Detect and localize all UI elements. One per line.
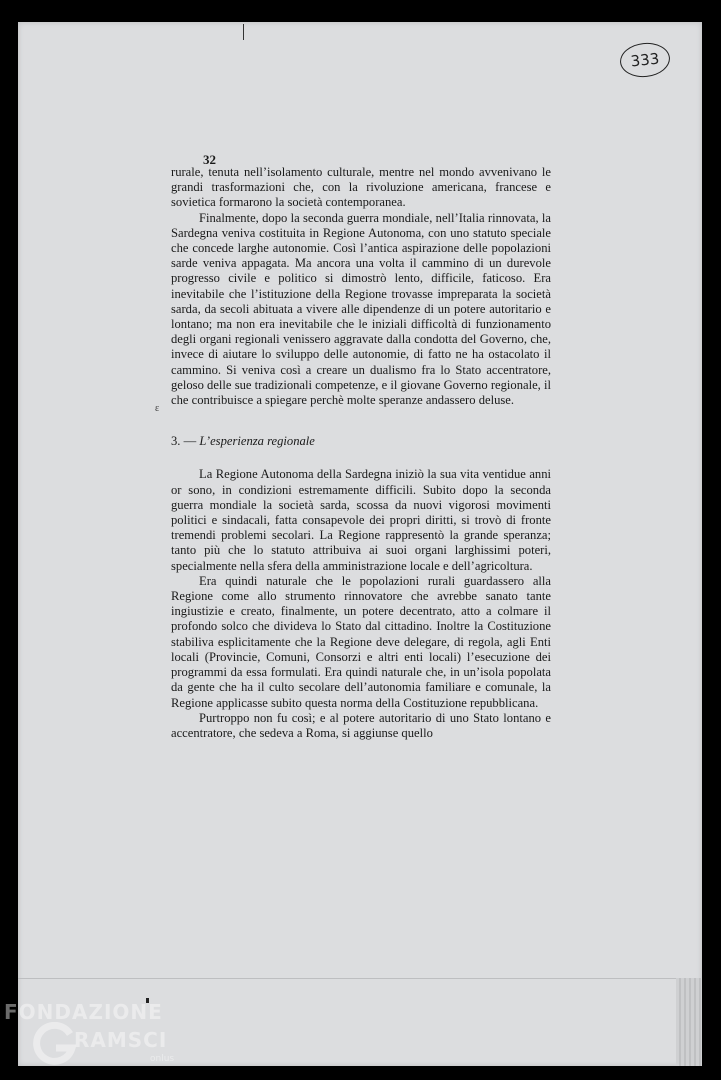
section-heading [171,434,551,449]
page-edge-stack [676,978,702,1066]
section-number: 3. — [171,434,197,449]
margin-mark-icon: ɛ [155,403,160,414]
paragraph: Purtroppo non fu così; e al potere autoritario di uno Stato lontano e accentratore, che sedeva a Roma, si aggiunse quello [171,710,551,740]
top-mark [243,24,244,40]
page-fold-line [18,978,676,979]
logo-g-icon [32,1022,76,1066]
paragraph: La Regione Autonoma della Sardegna iniziò la sua vita ventidue anni or sono, in condizioni estremamente difficili. Subito dopo la seconda guerra mondiale la società sarda, scossa da nuovi vigorosi movimenti politici e sindacali, fatta consapevole dei propri diritti, si trovò di fronte tremendi problemi secolari. La Regione rappresentò la grande speranza; tanto più che lo statuto attribuiva ai suoi organi larghissimi poteri, specialmente nella sfera della amministrazione locale e dell’agricoltura. [171,467,551,573]
page-number: 32 [203,152,216,167]
paragraph: Era quindi naturale che le popolazioni rurali guardassero alla Regione come allo strumento rinnovatore che avrebbe sanato tante ingiustizie e creato, finalmente, un potere decentrato, atto a colmare il profondo solco che divideva lo Stato dal cittadino. Inoltre la Costituzione stabiliva esplicitamente che la Regione deve delegare, di regola, agli Enti locali (Provincie, Comuni, Consorzi e altri enti locali) l’esecuzione dei programmi da essa formulati. Era quindi naturale che, in un’isola popolata da gente che ha il culto secolare dell’autonomia familiare e comunale, la Regione applicasse subito questa norma della Costituzione repubblicana. [171,573,551,710]
page-body [171,152,551,741]
paragraph: rurale, tenuta nell’isolamento culturale, mentre nel mondo avvenivano le grandi trasformazioni che, con la rivoluzione americana, francese e sovietica formarono la società contemporanea. [171,165,551,210]
watermark-line1: FONDAZIONE [4,1000,163,1024]
watermark-logo [4,1000,194,1078]
section-title: L’esperienza regionale [199,434,315,449]
handwritten-folio-number: 333 [618,40,671,79]
watermark-line2: RAMSCI [74,1028,168,1052]
watermark-suffix: onlus [150,1054,175,1064]
paragraph: Finalmente, dopo la seconda guerra mondiale, nell’Italia rinnovata, la Sardegna veniva costituita in Regione Autonoma, con uno statuto speciale che concede larghe autonomie. Così l’antica aspirazione delle popolazioni sarde veniva appagata. Ma ancora una volta il cammino di un durevole progresso civile e politico si dimostrò lento, difficile, faticoso. Era inevitabile che l’istituzione della Regione trovasse impreparata la società sarda, da secoli abituata a vivere alle dipendenze di un potere autoritario e lontano; ma non era inevitabile che le iniziali difficoltà di funzionamento degli organi regionali venissero aggravate dalla condotta del Governo, che, invece di aiutare lo sviluppo delle autonomie, di fatto ne ha ostacolato il cammino. Si veniva così a creare un dualismo fra lo Stato accentratore, geloso delle sue tradizionali competenze, e il giovane Governo regionale, il che contribuisce a spiegare perchè molte speranze andassero deluse. [171,210,551,408]
